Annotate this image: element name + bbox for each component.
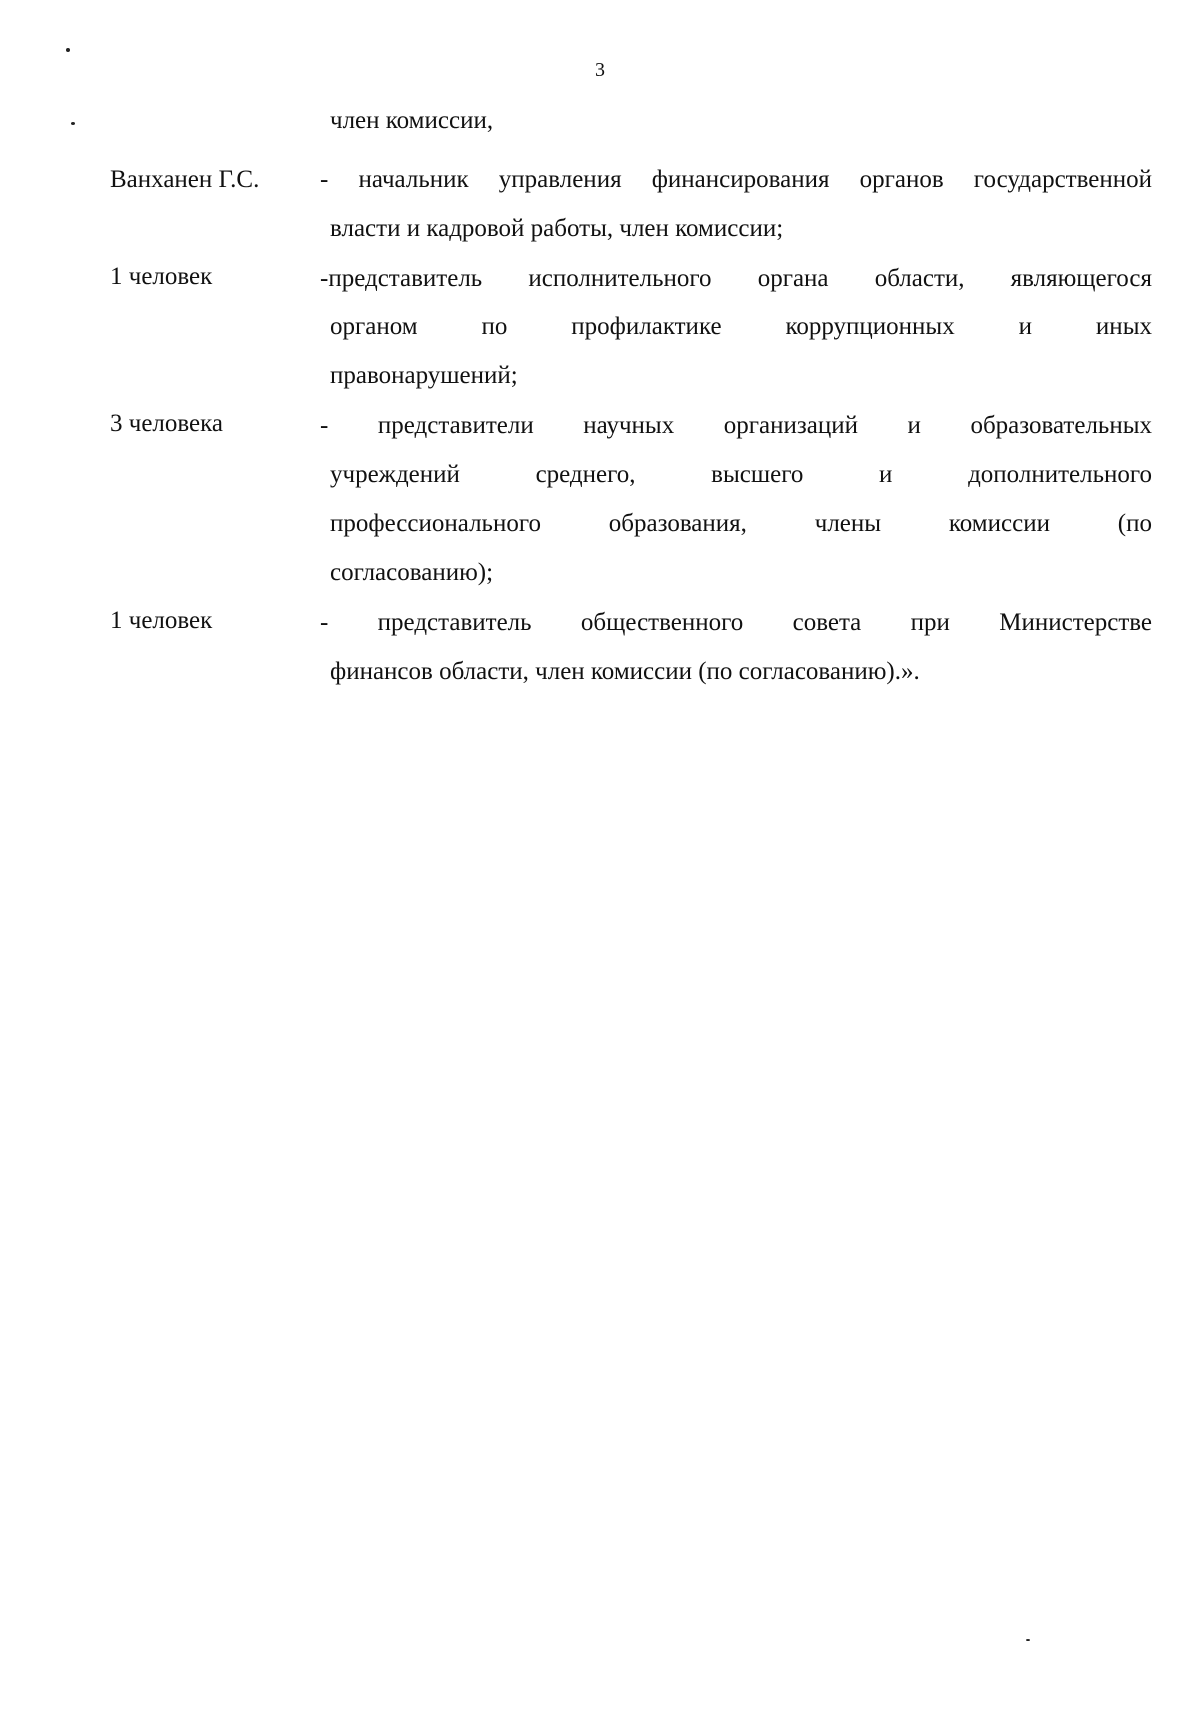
entry-name: 1 человек: [110, 607, 213, 634]
entry-line: власти и кадровой работы, член комиссии;: [330, 215, 784, 242]
scan-speck: [66, 48, 70, 52]
entry-line: - представитель общественного совета при Министерстве: [320, 609, 1152, 636]
entry-line: правонарушений;: [330, 362, 518, 389]
entry-line: финансов области, член комиссии (по согласованию).».: [330, 658, 920, 685]
page-number: 3: [595, 59, 605, 81]
scan-speck: [71, 122, 75, 125]
entry-line: член комиссии,: [330, 107, 494, 134]
entry-line: согласованию);: [330, 559, 494, 586]
scan-speck: [1026, 1639, 1030, 1641]
entry-name: Ванханен Г.С.: [110, 166, 260, 193]
entry-name: 1 человек: [110, 263, 213, 290]
entry-line: - начальник управления финансирования органов государственной: [320, 166, 1152, 193]
entry-line: органом по профилактике коррупционных и иных: [330, 313, 1152, 340]
entry-line: учреждений среднего, высшего и дополнительного: [330, 461, 1152, 488]
entry-line: -представитель исполнительного органа области, являющегося: [320, 265, 1152, 292]
entry-line: - представители научных организаций и образовательных: [320, 412, 1152, 439]
entry-line: профессионального образования, члены комиссии (по: [330, 510, 1152, 537]
entry-name: 3 человека: [110, 410, 224, 437]
